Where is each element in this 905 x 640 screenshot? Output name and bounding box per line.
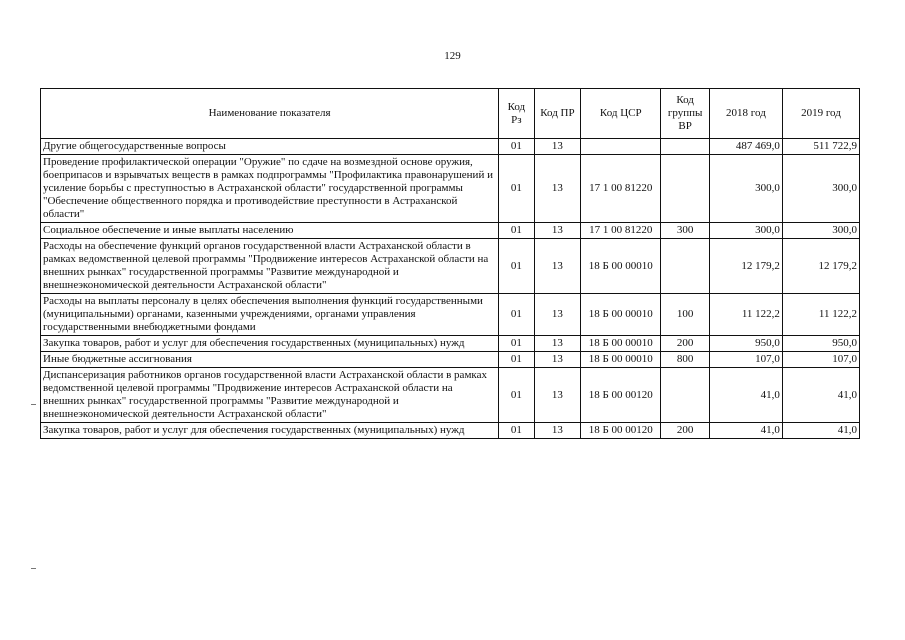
row-rz: 01 [499,139,534,155]
row-pr: 13 [534,352,581,368]
row-2019: 950,0 [782,336,859,352]
row-vr [661,368,710,423]
row-csr: 18 Б 00 00120 [581,368,661,423]
row-name: Расходы на обеспечение функций органов государственной власти Астраханской области в рамках ведомственной целевой программы "Продвижение интересов Астраханской области на внешних рынках" государственной программы "Развитие международной и внешнеэкономической деятельности Астраханской области" [41,239,499,294]
row-2019: 300,0 [782,223,859,239]
row-name: Закупка товаров, работ и услуг для обеспечения государственных (муниципальных) нужд [41,336,499,352]
row-rz: 01 [499,352,534,368]
row-vr: 200 [661,336,710,352]
row-2018: 41,0 [709,423,782,439]
row-rz: 01 [499,223,534,239]
row-csr: 18 Б 00 00010 [581,294,661,336]
row-2019: 107,0 [782,352,859,368]
row-rz: 01 [499,423,534,439]
column-header-rz: Код Рз [499,89,534,139]
row-csr: 18 Б 00 00010 [581,336,661,352]
page-number: 129 [444,50,461,62]
row-name: Другие общегосударственные вопросы [41,139,499,155]
row-vr: 100 [661,294,710,336]
row-name: Закупка товаров, работ и услуг для обеспечения государственных (муниципальных) нужд [41,423,499,439]
row-2018: 107,0 [709,352,782,368]
scan-mark [31,568,36,569]
row-2019: 300,0 [782,155,859,223]
row-csr: 17 1 00 81220 [581,223,661,239]
row-rz: 01 [499,294,534,336]
column-header-2019: 2019 год [782,89,859,139]
row-rz: 01 [499,336,534,352]
row-name: Диспансеризация работников органов государственной власти Астраханской области в рамках ведомственной целевой программы "Продвижение интересов Астраханской области на внешних рынках" государственной программы "Развитие международной и внешнеэкономической деятельности Астраханской области" [41,368,499,423]
table-row [41,223,860,239]
row-2019: 511 722,9 [782,139,859,155]
table-row [41,139,860,155]
row-2018: 950,0 [709,336,782,352]
column-header-vr: Код группы ВР [661,89,710,139]
row-vr: 300 [661,223,710,239]
row-2018: 11 122,2 [709,294,782,336]
budget-table [40,88,860,439]
row-2018: 300,0 [709,223,782,239]
row-vr: 200 [661,423,710,439]
row-pr: 13 [534,294,581,336]
scan-mark [31,404,36,405]
row-2018: 41,0 [709,368,782,423]
table-row [41,294,860,336]
row-2019: 11 122,2 [782,294,859,336]
row-2018: 487 469,0 [709,139,782,155]
row-rz: 01 [499,368,534,423]
table-row [41,155,860,223]
row-pr: 13 [534,155,581,223]
row-csr [581,139,661,155]
row-vr [661,155,710,223]
table-row [41,336,860,352]
row-csr: 17 1 00 81220 [581,155,661,223]
row-2019: 41,0 [782,368,859,423]
row-csr: 18 Б 00 00010 [581,352,661,368]
row-rz: 01 [499,239,534,294]
row-csr: 18 Б 00 00120 [581,423,661,439]
row-pr: 13 [534,423,581,439]
table-header-row [41,89,860,139]
table-row [41,239,860,294]
row-pr: 13 [534,223,581,239]
table-row [41,352,860,368]
row-2019: 12 179,2 [782,239,859,294]
row-pr: 13 [534,139,581,155]
row-2018: 300,0 [709,155,782,223]
row-name: Социальное обеспечение и иные выплаты населению [41,223,499,239]
table-row [41,423,860,439]
table-row [41,368,860,423]
row-2019: 41,0 [782,423,859,439]
column-header-csr: Код ЦСР [581,89,661,139]
row-vr [661,139,710,155]
column-header-name: Наименование показателя [41,89,499,139]
row-pr: 13 [534,368,581,423]
row-name: Проведение профилактической операции "Оружие" по сдаче на возмездной основе оружия, боеприпасов и взрывчатых веществ в рамках подпрограммы "Профилактика правонарушений и усиление борьбы с преступностью в Астраханской области" государственной программы "Обеспечение общественного порядка и противодействие преступности в Астраханской области" [41,155,499,223]
column-header-pr: Код ПР [534,89,581,139]
row-csr: 18 Б 00 00010 [581,239,661,294]
row-vr [661,239,710,294]
row-vr: 800 [661,352,710,368]
row-pr: 13 [534,336,581,352]
row-name: Иные бюджетные ассигнования [41,352,499,368]
row-2018: 12 179,2 [709,239,782,294]
row-name: Расходы на выплаты персоналу в целях обеспечения выполнения функций государственными (муниципальными) органами, казенными учреждениями, органами управления государственными внебюджетными фондами [41,294,499,336]
row-rz: 01 [499,155,534,223]
row-pr: 13 [534,239,581,294]
column-header-2018: 2018 год [709,89,782,139]
